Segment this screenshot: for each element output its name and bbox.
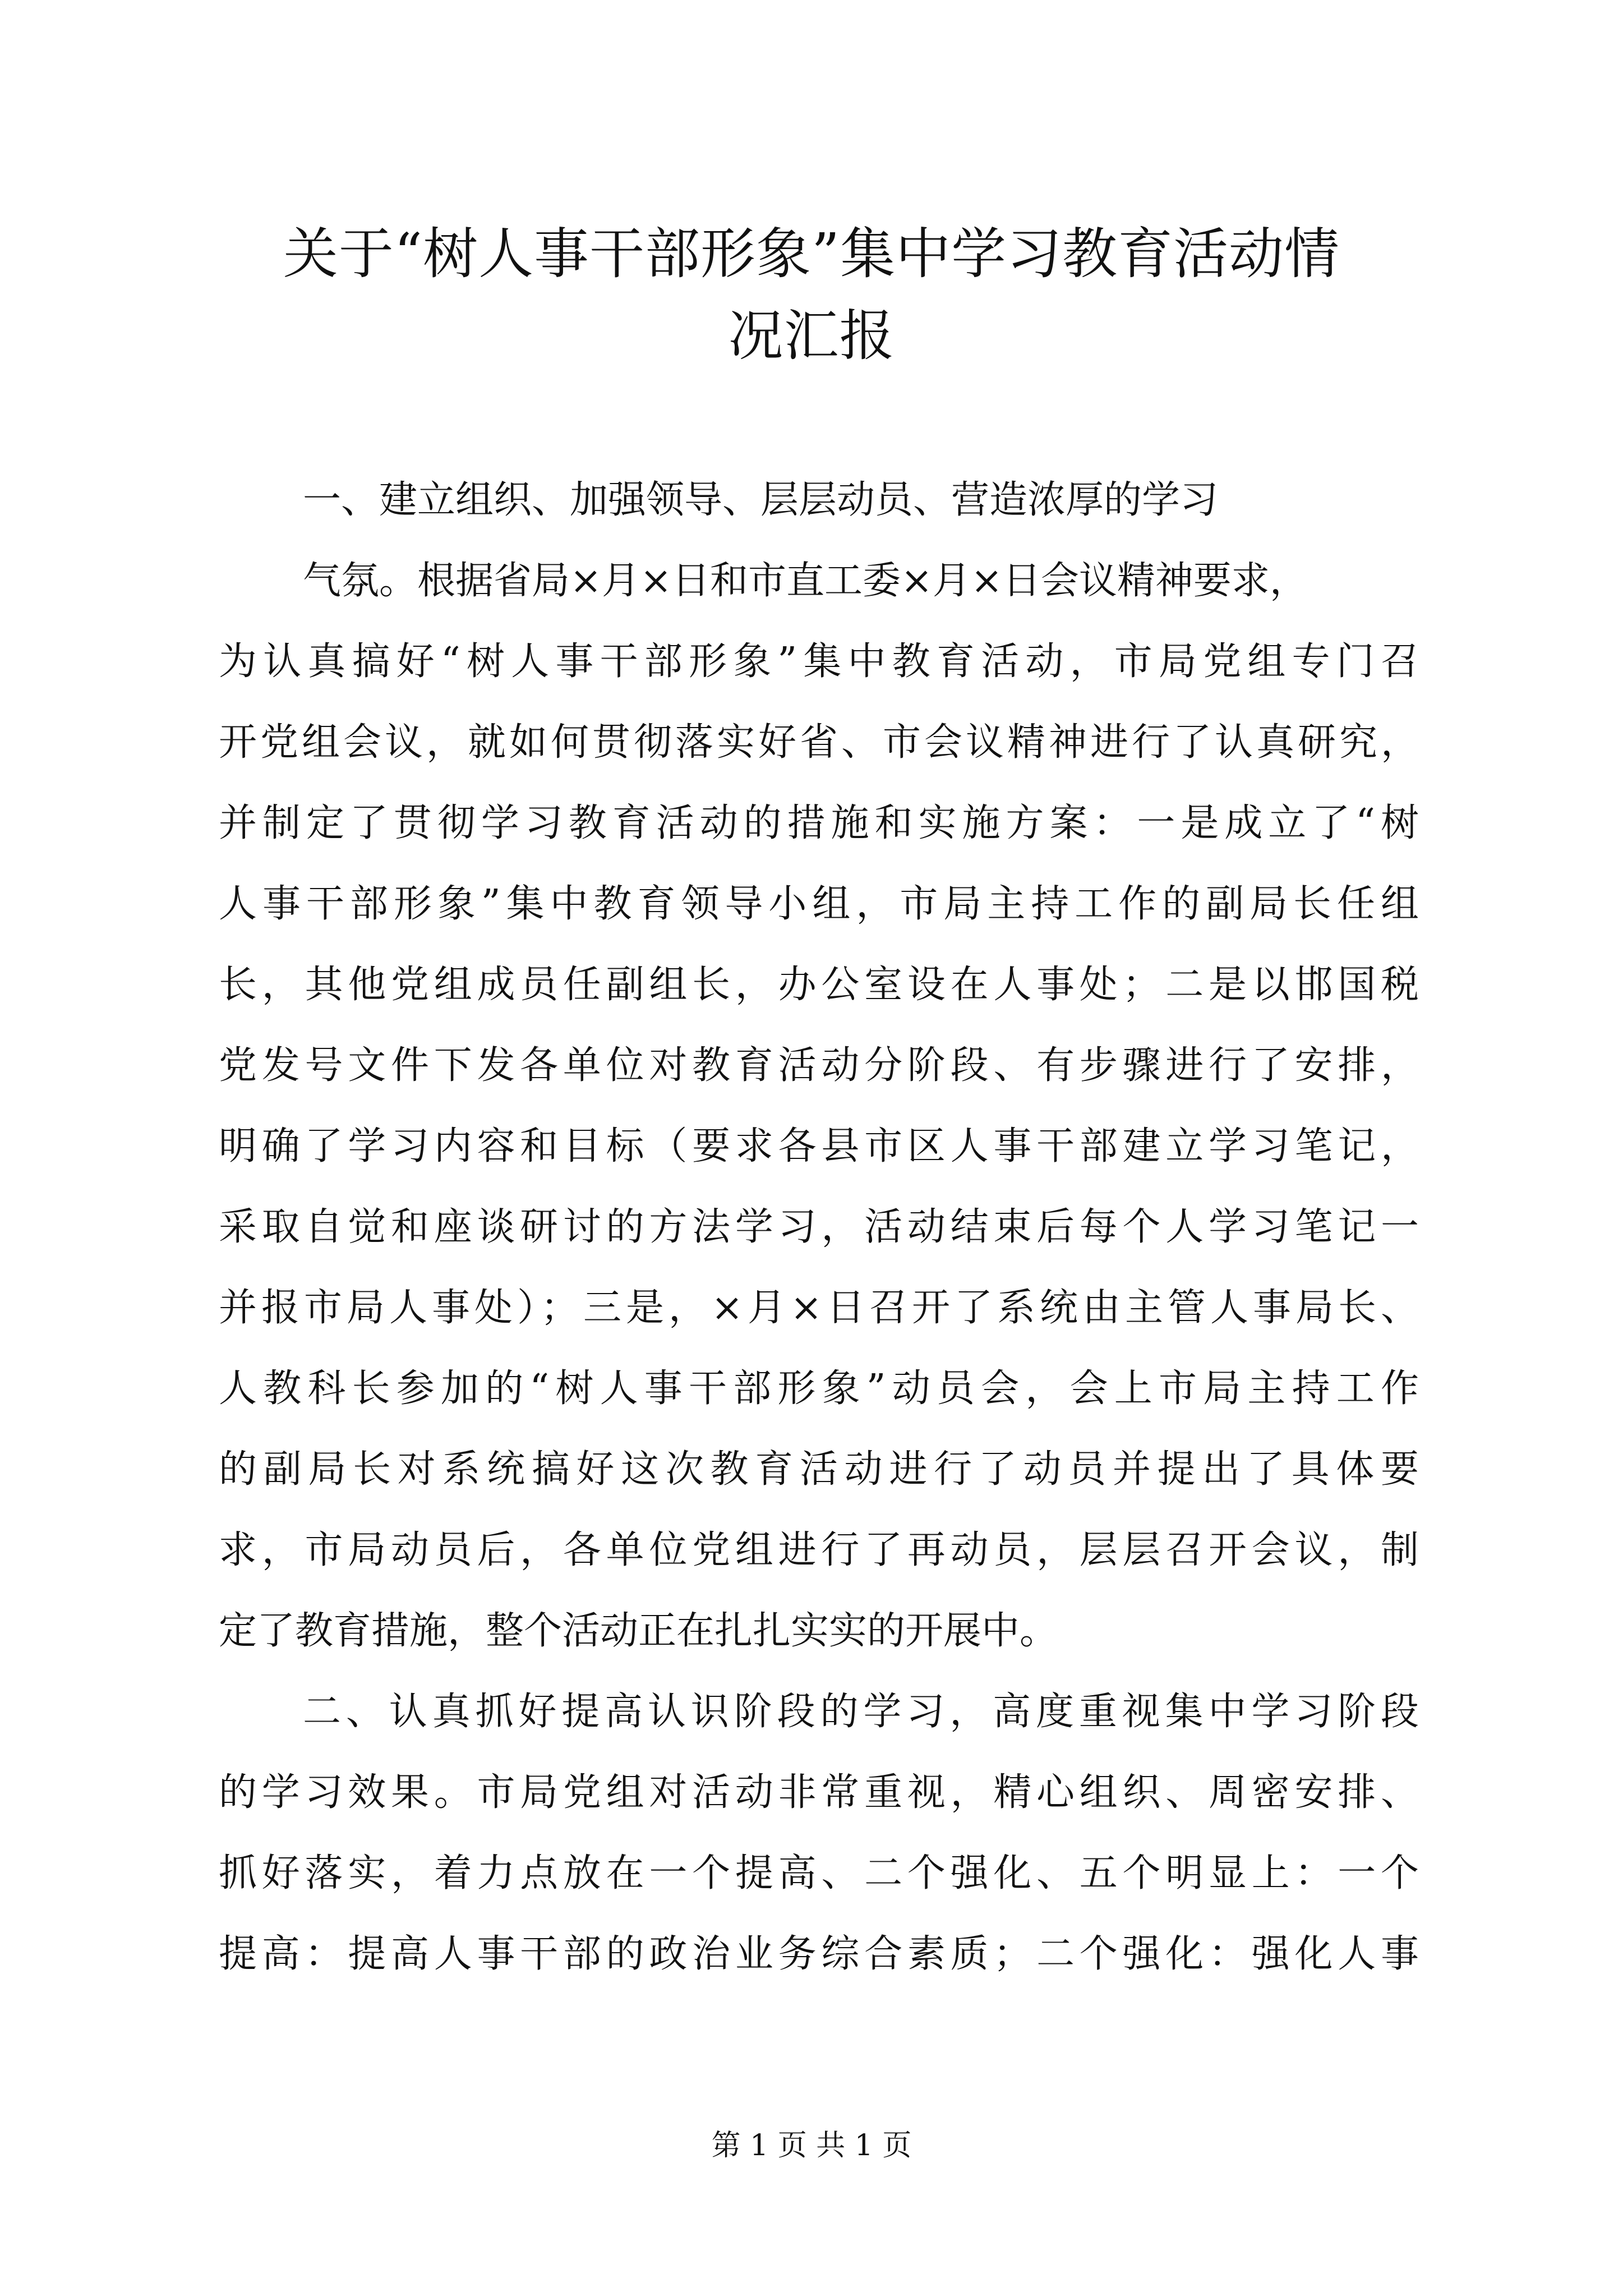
section-heading-2: 二、认真抓好提高认识阶段的学习，高度重视集中学习阶段 bbox=[303, 1690, 1419, 1734]
paragraph-line: 求，市局动员后，各单位党组进行了再动员，层层召开会议，制 bbox=[219, 1528, 1419, 1572]
paragraph-line: 开党组会议，就如何贯彻落实好省、市会议精神进行了认真研究， bbox=[219, 720, 1419, 765]
paragraph-line: 气氛。根据省局×月×日和市直工委×月×日会议精神要求， bbox=[303, 559, 1308, 603]
title-line-2: 况汇报 bbox=[728, 304, 895, 368]
paragraph-line: 并制定了贯彻学习教育活动的措施和实施方案：一是成立了“树 bbox=[219, 801, 1419, 845]
paragraph-line: 提高：提高人事干部的政治业务综合素质；二个强化：强化人事 bbox=[219, 1932, 1419, 1976]
paragraph-line: 人事干部形象”集中教育领导小组，市局主持工作的副局长任组 bbox=[219, 882, 1419, 926]
section-heading-1: 一、建立组织、加强领导、层层动员、营造浓厚的学习 bbox=[303, 478, 1219, 522]
paragraph-line: 党发号文件下发各单位对教育活动分阶段、有步骤进行了安排， bbox=[219, 1043, 1419, 1088]
paragraph-line: 明确了学习内容和目标（要求各县市区人事干部建立学习笔记， bbox=[219, 1124, 1419, 1168]
title-line-1: 关于“树人事干部形象”集中学习教育活动情 bbox=[283, 222, 1340, 286]
document-body bbox=[219, 460, 1419, 1995]
paragraph-line: 的副局长对系统搞好这次教育活动进行了动员并提出了具体要 bbox=[219, 1447, 1419, 1492]
paragraph-line: 并报市局人事处）；三是，×月×日召开了系统由主管人事局长、 bbox=[219, 1286, 1419, 1330]
paragraph-line: 为认真搞好“树人事干部形象”集中教育活动，市局党组专门召 bbox=[219, 639, 1419, 684]
paragraph-line: 长，其他党组成员任副组长，办公室设在人事处；二是以邯国税 bbox=[219, 963, 1419, 1007]
paragraph-line: 采取自觉和座谈研讨的方法学习，活动结束后每个人学习笔记一 bbox=[219, 1205, 1419, 1249]
paragraph-line: 抓好落实，着力点放在一个提高、二个强化、五个明显上：一个 bbox=[219, 1851, 1419, 1895]
paragraph-line: 人教科长参加的“树人事干部形象”动员会，会上市局主持工作 bbox=[219, 1366, 1419, 1411]
paragraph-line: 的学习效果。市局党组对活动非常重视，精心组织、周密安排、 bbox=[219, 1770, 1419, 1815]
document-title bbox=[168, 213, 1455, 377]
paragraph-line: 定了教育措施，整个活动正在扎扎实实的开展中。 bbox=[219, 1609, 1058, 1653]
page-footer: 第 1 页 共 1 页 bbox=[711, 2129, 912, 2162]
